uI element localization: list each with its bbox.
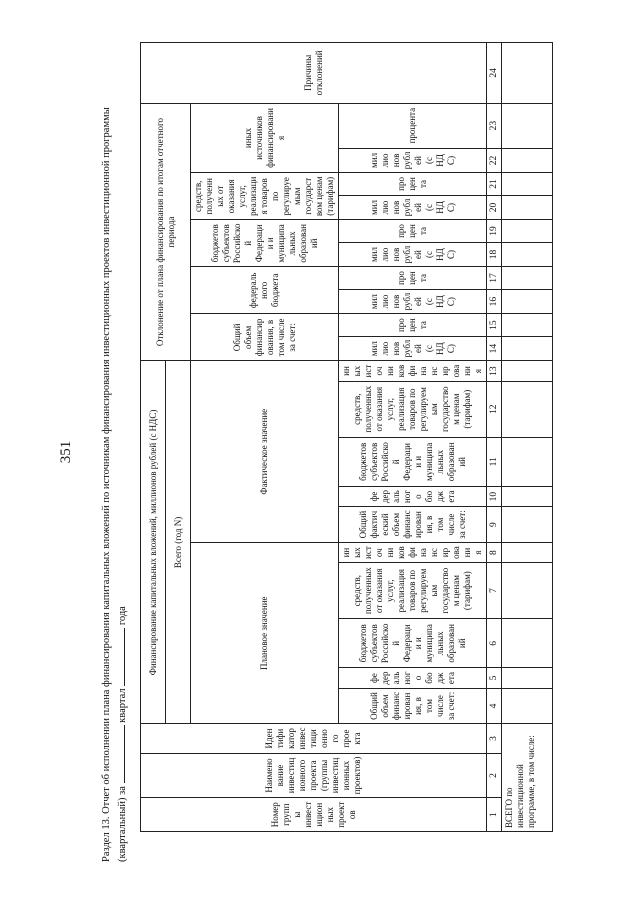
header-fact-tariff: средств, полученных от оказания услуг, реализация товаров по регулируемым государством ценам (тарифам) bbox=[339, 381, 487, 437]
header-dev-federal-pct: процента bbox=[339, 267, 487, 289]
header-plan-federal: федерального бюджета bbox=[339, 668, 487, 688]
col-num-9: 9 bbox=[487, 507, 502, 543]
col-num-22: 22 bbox=[487, 148, 502, 173]
header-dev-tariff: средств, полученных от оказания услуг, реализация товаров по регулируемым государством ценам (тарифам) bbox=[191, 173, 339, 220]
col-num-12: 12 bbox=[487, 381, 502, 437]
total-cell-22 bbox=[502, 148, 553, 173]
title-line-2 bbox=[114, 42, 130, 862]
header-plan-value: Плановое значение bbox=[191, 542, 339, 723]
header-dev-other: иных источников финансирования bbox=[191, 103, 339, 173]
header-reasons: Причины отклонений bbox=[141, 43, 487, 104]
total-cell-19 bbox=[502, 220, 553, 242]
col-num-20: 20 bbox=[487, 195, 502, 220]
header-fact-value: Фактическое значение bbox=[191, 361, 339, 543]
title-period-label: (квартальный) за bbox=[117, 786, 128, 862]
header-deviation: Отклонение от плана финансирования по итогам отчетного периода bbox=[141, 103, 191, 361]
col-num-6: 6 bbox=[487, 619, 502, 668]
col-num-1: 1 bbox=[487, 798, 502, 832]
header-dev-other-mln: миллионов рублей (с НДС) bbox=[339, 148, 487, 173]
header-fact-regional: бюджетов субъектов Российской Федерации и муниципальных образований bbox=[339, 437, 487, 486]
total-cell-20 bbox=[502, 195, 553, 220]
header-dev-total-mln: миллионов рублей (с НДС) bbox=[339, 336, 487, 361]
header-fact-total: Общий фактический объем финансирования, в том числе за счет: bbox=[339, 507, 487, 543]
col-num-16: 16 bbox=[487, 289, 502, 314]
header-fact-federal: федерального бюджета bbox=[339, 486, 487, 506]
total-cell-24 bbox=[502, 43, 553, 104]
page-number: 351 bbox=[58, 440, 74, 464]
col-num-15: 15 bbox=[487, 314, 502, 336]
total-cell-9 bbox=[502, 507, 553, 543]
header-financing: Финансирование капитальных вложений, миллионов рублей (с НДС) bbox=[141, 361, 166, 724]
header-dev-total-pct: процента bbox=[339, 314, 487, 336]
header-project-id: Идентификатор инвестиционного проекта bbox=[141, 724, 487, 753]
financing-report-table bbox=[140, 42, 553, 832]
total-cell-7 bbox=[502, 563, 553, 619]
col-num-11: 11 bbox=[487, 437, 502, 486]
total-cell-16 bbox=[502, 289, 553, 314]
col-num-3: 3 bbox=[487, 724, 502, 753]
header-plan-total: Общий объем финансирования, в том числе за счет: bbox=[339, 688, 487, 724]
header-dev-total: Общий объем финансирования, в том числе за счет: bbox=[191, 314, 339, 361]
col-num-23: 23 bbox=[487, 103, 502, 148]
col-num-7: 7 bbox=[487, 563, 502, 619]
title-quarter-label: квартал bbox=[117, 688, 128, 723]
header-dev-regional: бюджетов субъектов Российской Федерации и муниципальных образований bbox=[191, 220, 339, 267]
header-plan-regional: бюджетов субъектов Российской Федерации и муниципальных образований bbox=[339, 619, 487, 668]
total-cell-15 bbox=[502, 314, 553, 336]
col-num-21: 21 bbox=[487, 173, 502, 195]
total-cell-11 bbox=[502, 437, 553, 486]
total-cell-17 bbox=[502, 267, 553, 289]
header-dev-federal: федерального бюджета bbox=[191, 267, 339, 314]
total-cell-10 bbox=[502, 486, 553, 506]
header-dev-regional-mln: миллионов рублей (с НДС) bbox=[339, 242, 487, 267]
total-cell-12 bbox=[502, 381, 553, 437]
total-cell-21 bbox=[502, 173, 553, 195]
total-cell-4 bbox=[502, 688, 553, 724]
column-number-row bbox=[487, 43, 502, 832]
total-cell-5 bbox=[502, 668, 553, 688]
total-cell-14 bbox=[502, 336, 553, 361]
col-num-14: 14 bbox=[487, 336, 502, 361]
title-line-1: Раздел 13. Отчет об исполнении плана финансирования капитальных вложений по источникам финансирования инвестиционных проектов инвестиционной программы bbox=[101, 107, 112, 862]
header-dev-federal-mln: миллионов рублей (с НДС) bbox=[339, 289, 487, 314]
total-cell-18 bbox=[502, 242, 553, 267]
col-num-2: 2 bbox=[487, 753, 502, 798]
col-num-17: 17 bbox=[487, 267, 502, 289]
report-title bbox=[100, 42, 134, 862]
col-num-10: 10 bbox=[487, 486, 502, 506]
quarter-blank bbox=[114, 725, 125, 783]
total-cell-8 bbox=[502, 542, 553, 562]
header-plan-other: иных источников финансирования bbox=[339, 542, 487, 562]
report-sheet bbox=[100, 42, 540, 862]
col-num-4: 4 bbox=[487, 688, 502, 724]
header-dev-regional-pct: процента bbox=[339, 220, 487, 242]
col-num-5: 5 bbox=[487, 668, 502, 688]
header-total-year: Всего (год N) bbox=[166, 361, 191, 724]
header-dev-tariff-mln: миллионов рублей (с НДС) bbox=[339, 195, 487, 220]
col-num-13: 13 bbox=[487, 361, 502, 381]
total-row bbox=[502, 43, 553, 832]
total-row-label: ВСЕГО по инвестиционной программе, в том числе: bbox=[502, 724, 553, 832]
total-cell-13 bbox=[502, 361, 553, 381]
header-dev-other-pct: процента bbox=[339, 103, 487, 148]
header-fact-other: иных источников финансирования bbox=[339, 361, 487, 381]
header-plan-tariff: средств, полученных от оказания услуг, реализация товаров по регулируемым государством ценам (тарифам) bbox=[339, 563, 487, 619]
total-cell-6 bbox=[502, 619, 553, 668]
col-num-18: 18 bbox=[487, 242, 502, 267]
col-num-19: 19 bbox=[487, 220, 502, 242]
col-num-24: 24 bbox=[487, 43, 502, 104]
header-group-number: Номер группы инвестиционных проектов bbox=[141, 798, 487, 832]
header-project-name: Наименование инвестиционного проекта (группы инвестиционных проектов) bbox=[141, 753, 487, 798]
title-year-label: года bbox=[117, 606, 128, 626]
col-num-8: 8 bbox=[487, 542, 502, 562]
total-cell-23 bbox=[502, 103, 553, 148]
year-blank bbox=[114, 628, 125, 686]
header-dev-tariff-pct: процента bbox=[339, 173, 487, 195]
